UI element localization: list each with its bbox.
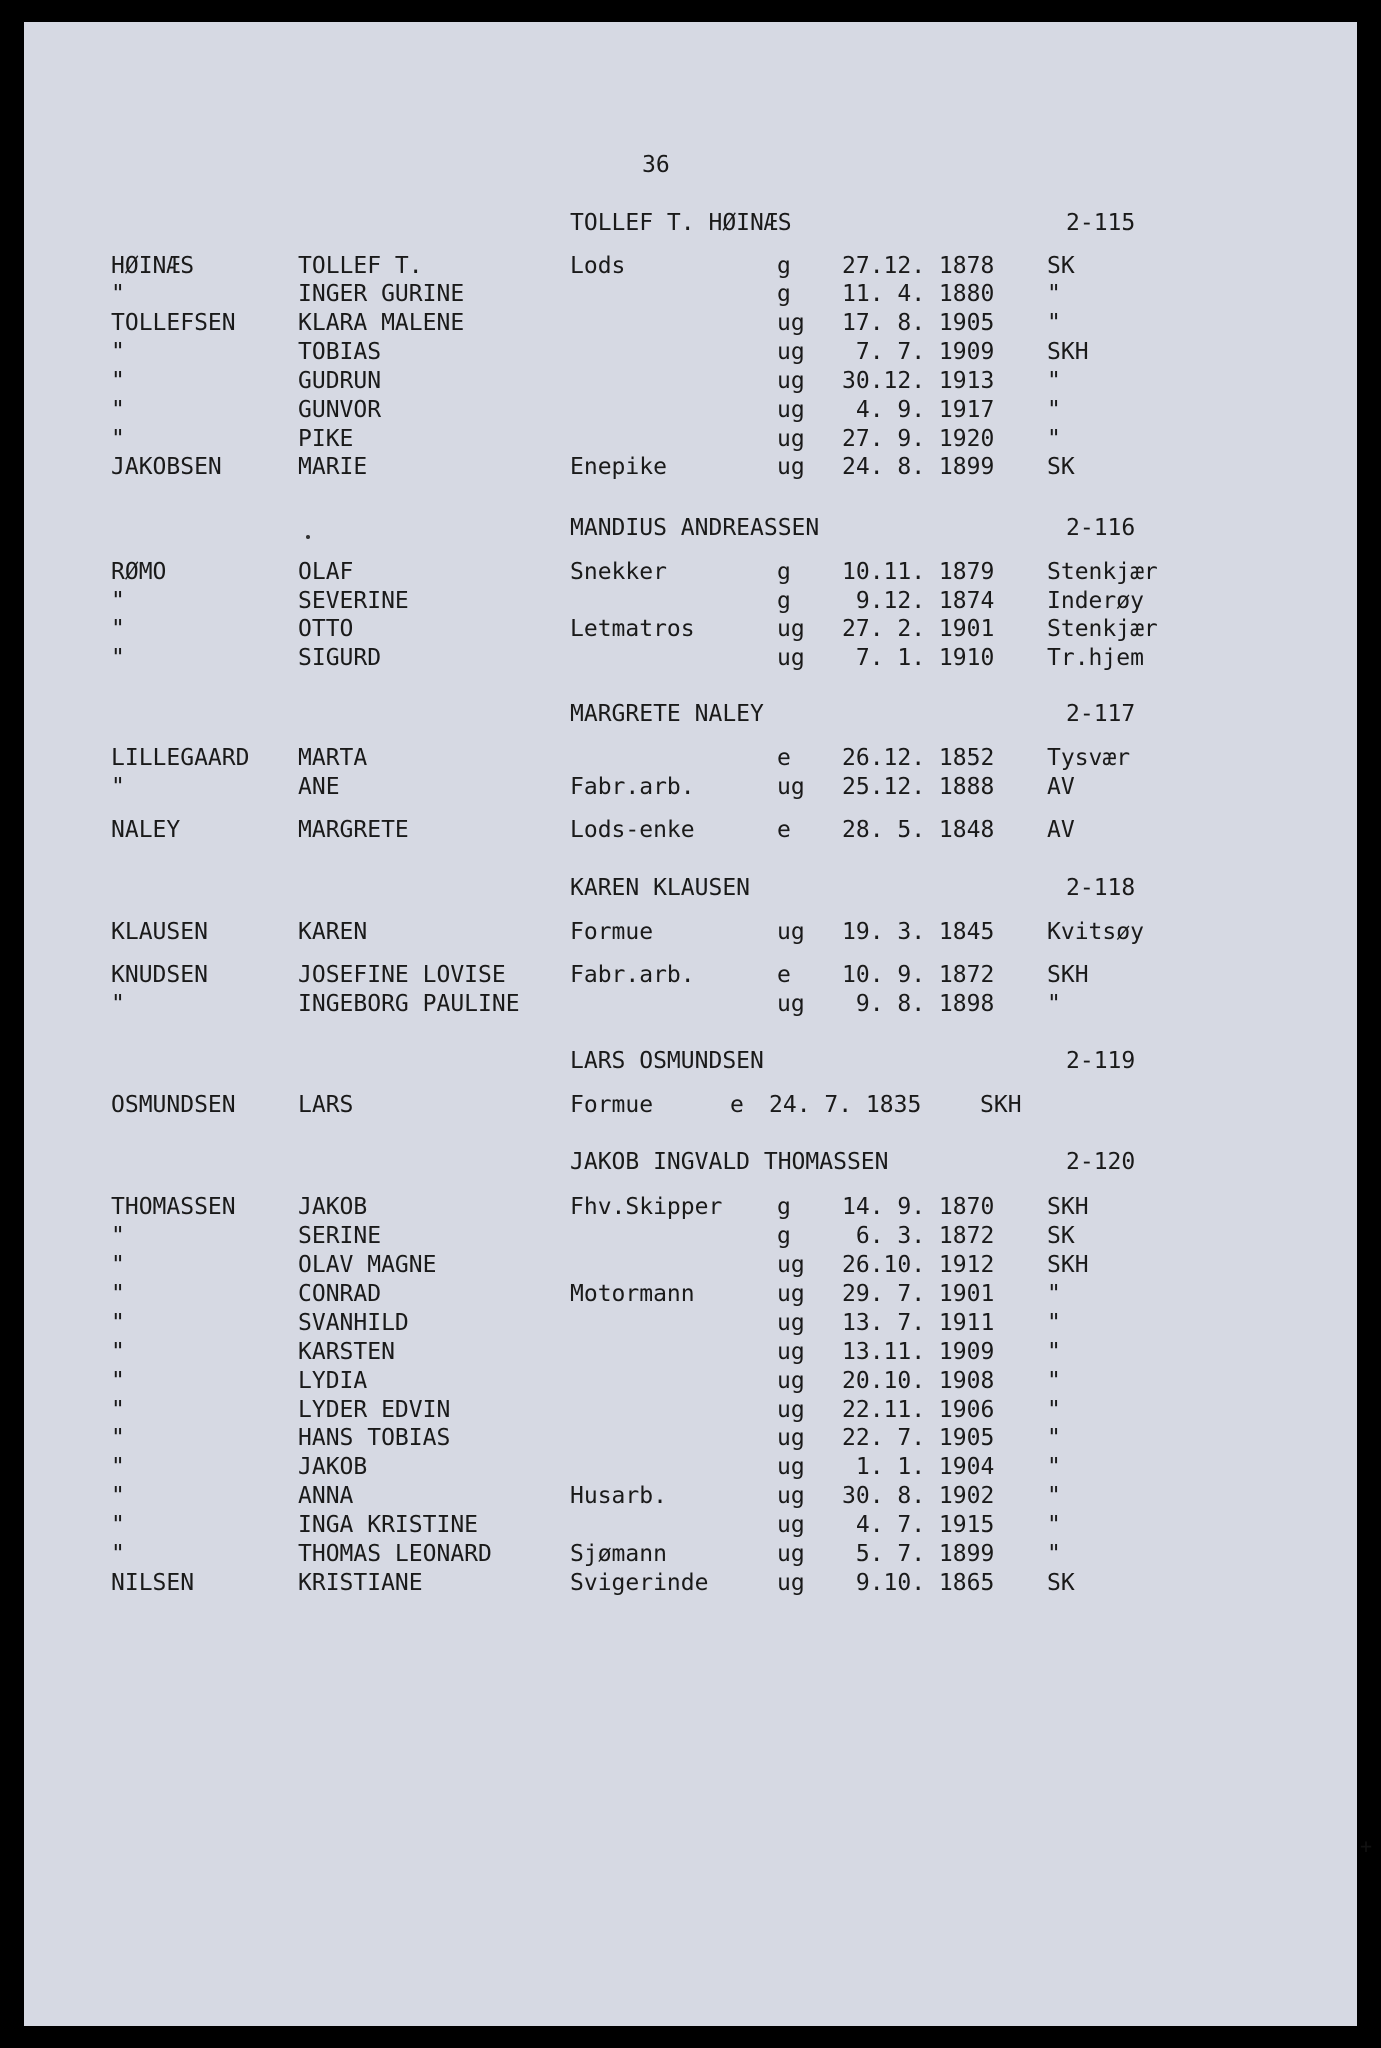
marital-status-cell: ug: [777, 1397, 805, 1423]
table-row: [24, 616, 1357, 644]
marital-status-cell: ug: [777, 919, 805, 945]
birth-date-cell: 30.12. 1913: [842, 368, 995, 394]
marital-status-cell: ug: [777, 991, 805, 1017]
birth-date-cell: 25.12. 1888: [842, 774, 995, 800]
birthplace-cell: ": [1047, 991, 1061, 1017]
given-name-cell: SERINE: [298, 1223, 382, 1249]
birth-date-cell: 30. 8. 1902: [842, 1483, 995, 1509]
occupation-cell: Fhv.Skipper: [570, 1194, 723, 1220]
table-row: [24, 1281, 1357, 1309]
birthplace-cell: SKH: [980, 1092, 1022, 1118]
marital-status-cell: g: [777, 253, 791, 279]
birth-date-cell: 22.11. 1906: [842, 1397, 995, 1423]
birthplace-cell: ": [1047, 1397, 1061, 1423]
given-name-cell: SVANHILD: [298, 1310, 409, 1336]
marital-status-cell: ug: [777, 310, 805, 336]
surname-cell: ": [111, 1425, 125, 1451]
birth-date-cell: 10. 9. 1872: [842, 962, 995, 988]
table-row: [24, 1397, 1357, 1425]
given-name-cell: OLAF: [298, 559, 354, 585]
birth-date-cell: 27. 9. 1920: [842, 426, 995, 452]
birth-date-cell: 9.10. 1865: [842, 1570, 995, 1596]
surname-cell: ": [111, 616, 125, 642]
birth-date-cell: 9.12. 1874: [842, 588, 995, 614]
occupation-cell: Motormann: [570, 1281, 695, 1307]
surname-cell: LILLEGAARD: [111, 745, 250, 771]
birthplace-cell: SK: [1047, 454, 1075, 480]
page-number: 36: [642, 152, 670, 178]
occupation-cell: Fabr.arb.: [570, 962, 695, 988]
birthplace-cell: SKH: [1047, 1194, 1089, 1220]
section-header: [24, 701, 1357, 729]
given-name-cell: LYDIA: [298, 1368, 368, 1394]
surname-cell: ": [111, 1281, 125, 1307]
surname-cell: ": [111, 1368, 125, 1394]
section-title: MARGRETE NALEY: [570, 701, 764, 727]
table-row: [24, 397, 1357, 425]
section-title: MANDIUS ANDREASSEN: [570, 515, 820, 541]
given-name-cell: KAREN: [298, 919, 368, 945]
section-header: [24, 515, 1357, 543]
birthplace-cell: ": [1047, 1483, 1061, 1509]
birthplace-cell: ": [1047, 1512, 1061, 1538]
birthplace-cell: ": [1047, 281, 1061, 307]
birth-date-cell: 27. 2. 1901: [842, 616, 995, 642]
section-code: 2-115: [1066, 210, 1136, 236]
birthplace-cell: ": [1047, 1310, 1061, 1336]
surname-cell: ": [111, 426, 125, 452]
occupation-cell: Snekker: [570, 559, 667, 585]
section-header: [24, 1048, 1357, 1076]
given-name-cell: CONRAD: [298, 1281, 382, 1307]
birthplace-cell: SKH: [1047, 339, 1089, 365]
birthplace-cell: SK: [1047, 1570, 1075, 1596]
birth-date-cell: 5. 7. 1899: [842, 1541, 995, 1567]
surname-cell: TOLLEFSEN: [111, 310, 236, 336]
marital-status-cell: e: [730, 1092, 744, 1118]
table-row: [24, 1339, 1357, 1367]
marital-status-cell: e: [777, 745, 791, 771]
stray-dot: [306, 535, 310, 539]
birthplace-cell: Tysvær: [1047, 745, 1131, 771]
birth-date-cell: 14. 9. 1870: [842, 1194, 995, 1220]
given-name-cell: OTTO: [298, 616, 354, 642]
occupation-cell: Husarb.: [570, 1483, 667, 1509]
marital-status-cell: ug: [777, 1454, 805, 1480]
birthplace-cell: ": [1047, 1541, 1061, 1567]
table-row: [24, 1310, 1357, 1338]
birth-date-cell: 13.11. 1909: [842, 1339, 995, 1365]
table-row: [24, 588, 1357, 616]
birthplace-cell: Tr.hjem: [1047, 645, 1144, 671]
table-row: [24, 745, 1357, 773]
marital-status-cell: e: [777, 962, 791, 988]
surname-cell: ": [111, 1397, 125, 1423]
occupation-cell: Formue: [570, 1092, 654, 1118]
section-title: KAREN KLAUSEN: [570, 875, 751, 901]
edge-mark: +: [1360, 1834, 1373, 1858]
birthplace-cell: Stenkjær: [1047, 616, 1158, 642]
table-row: [24, 426, 1357, 454]
occupation-cell: Enepike: [570, 454, 667, 480]
marital-status-cell: ug: [777, 1368, 805, 1394]
surname-cell: ": [111, 368, 125, 394]
surname-cell: ": [111, 339, 125, 365]
given-name-cell: SEVERINE: [298, 588, 409, 614]
given-name-cell: OLAV MAGNE: [298, 1252, 437, 1278]
table-row: [24, 1252, 1357, 1280]
birth-date-cell: 29. 7. 1901: [842, 1281, 995, 1307]
marital-status-cell: ug: [777, 1252, 805, 1278]
table-row: [24, 1541, 1357, 1569]
birthplace-cell: Inderøy: [1047, 588, 1144, 614]
section-header: [24, 210, 1357, 238]
birth-date-cell: 6. 3. 1872: [842, 1223, 995, 1249]
table-row: [24, 1092, 1357, 1120]
section-title: LARS OSMUNDSEN: [570, 1048, 764, 1074]
given-name-cell: GUDRUN: [298, 368, 382, 394]
table-row: [24, 253, 1357, 281]
given-name-cell: ANNA: [298, 1483, 354, 1509]
table-row: [24, 962, 1357, 990]
section-code: 2-116: [1066, 515, 1136, 541]
surname-cell: NILSEN: [111, 1570, 195, 1596]
birthplace-cell: ": [1047, 1281, 1061, 1307]
occupation-cell: Formue: [570, 919, 654, 945]
marital-status-cell: g: [777, 559, 791, 585]
table-row: [24, 368, 1357, 396]
surname-cell: ": [111, 1541, 125, 1567]
marital-status-cell: ug: [777, 1570, 805, 1596]
surname-cell: ": [111, 1454, 125, 1480]
table-row: [24, 1454, 1357, 1482]
marital-status-cell: ug: [777, 1483, 805, 1509]
birth-date-cell: 27.12. 1878: [842, 253, 995, 279]
given-name-cell: MARTA: [298, 745, 368, 771]
occupation-cell: Lods-enke: [570, 817, 695, 843]
birthplace-cell: SK: [1047, 253, 1075, 279]
birthplace-cell: ": [1047, 310, 1061, 336]
marital-status-cell: ug: [777, 397, 805, 423]
marital-status-cell: ug: [777, 426, 805, 452]
birthplace-cell: Stenkjær: [1047, 559, 1158, 585]
table-row: [24, 1194, 1357, 1222]
surname-cell: ": [111, 281, 125, 307]
birthplace-cell: ": [1047, 368, 1061, 394]
table-row: [24, 645, 1357, 673]
given-name-cell: MARGRETE: [298, 817, 409, 843]
birthplace-cell: ": [1047, 397, 1061, 423]
given-name-cell: ANE: [298, 774, 340, 800]
surname-cell: ": [111, 991, 125, 1017]
given-name-cell: JAKOB: [298, 1454, 368, 1480]
section-code: 2-118: [1066, 875, 1136, 901]
birth-date-cell: 22. 7. 1905: [842, 1425, 995, 1451]
birth-date-cell: 11. 4. 1880: [842, 281, 995, 307]
table-row: [24, 817, 1357, 845]
marital-status-cell: ug: [777, 1541, 805, 1567]
surname-cell: KLAUSEN: [111, 919, 208, 945]
given-name-cell: INGER GURINE: [298, 281, 465, 307]
marital-status-cell: e: [777, 817, 791, 843]
given-name-cell: LARS: [298, 1092, 354, 1118]
birth-date-cell: 13. 7. 1911: [842, 1310, 995, 1336]
marital-status-cell: ug: [777, 645, 805, 671]
document-page: [24, 22, 1373, 2026]
birthplace-cell: AV: [1047, 774, 1075, 800]
table-row: [24, 454, 1357, 482]
surname-cell: ": [111, 1223, 125, 1249]
table-row: [24, 774, 1357, 802]
table-row: [24, 559, 1357, 587]
table-row: [24, 310, 1357, 338]
given-name-cell: INGA KRISTINE: [298, 1512, 479, 1538]
marital-status-cell: ug: [777, 368, 805, 394]
birthplace-cell: ": [1047, 1454, 1061, 1480]
surname-cell: ": [111, 588, 125, 614]
marital-status-cell: ug: [777, 616, 805, 642]
section-title: JAKOB INGVALD THOMASSEN: [570, 1149, 889, 1175]
birth-date-cell: 20.10. 1908: [842, 1368, 995, 1394]
table-row: [24, 991, 1357, 1019]
surname-cell: KNUDSEN: [111, 962, 208, 988]
marital-status-cell: ug: [777, 1339, 805, 1365]
birth-date-cell: 4. 9. 1917: [842, 397, 995, 423]
birth-date-cell: 4. 7. 1915: [842, 1512, 995, 1538]
marital-status-cell: ug: [777, 1310, 805, 1336]
birthplace-cell: ": [1047, 426, 1061, 452]
marital-status-cell: ug: [777, 1512, 805, 1538]
section-title: TOLLEF T. HØINÆS: [570, 210, 792, 236]
surname-cell: OSMUNDSEN: [111, 1092, 236, 1118]
section-header: [24, 1149, 1357, 1177]
birth-date-cell: 10.11. 1879: [842, 559, 995, 585]
given-name-cell: TOLLEF T.: [298, 253, 423, 279]
birth-date-cell: 17. 8. 1905: [842, 310, 995, 336]
birthplace-cell: ": [1047, 1425, 1061, 1451]
section-header: [24, 875, 1357, 903]
surname-cell: JAKOBSEN: [111, 454, 222, 480]
section-code: 2-117: [1066, 701, 1136, 727]
surname-cell: NALEY: [111, 817, 181, 843]
given-name-cell: SIGURD: [298, 645, 382, 671]
table-row: [24, 281, 1357, 309]
marital-status-cell: ug: [777, 1425, 805, 1451]
birthplace-cell: SKH: [1047, 962, 1089, 988]
section-code: 2-119: [1066, 1048, 1136, 1074]
marital-status-cell: ug: [777, 339, 805, 365]
surname-cell: ": [111, 397, 125, 423]
occupation-cell: Fabr.arb.: [570, 774, 695, 800]
given-name-cell: KRISTIANE: [298, 1570, 423, 1596]
surname-cell: ": [111, 1339, 125, 1365]
given-name-cell: GUNVOR: [298, 397, 382, 423]
given-name-cell: TOBIAS: [298, 339, 382, 365]
given-name-cell: MARIE: [298, 454, 368, 480]
marital-status-cell: g: [777, 1194, 791, 1220]
given-name-cell: KLARA MALENE: [298, 310, 465, 336]
given-name-cell: JOSEFINE LOVISE: [298, 962, 506, 988]
birthplace-cell: Kvitsøy: [1047, 919, 1144, 945]
given-name-cell: PIKE: [298, 426, 354, 452]
given-name-cell: LYDER EDVIN: [298, 1397, 451, 1423]
table-row: [24, 339, 1357, 367]
given-name-cell: INGEBORG PAULINE: [298, 991, 520, 1017]
birthplace-cell: AV: [1047, 817, 1075, 843]
marital-status-cell: ug: [777, 1281, 805, 1307]
given-name-cell: HANS TOBIAS: [298, 1425, 451, 1451]
table-row: [24, 1512, 1357, 1540]
table-row: [24, 1223, 1357, 1251]
occupation-cell: Svigerinde: [570, 1570, 709, 1596]
birthplace-cell: ": [1047, 1368, 1061, 1394]
surname-cell: RØMO: [111, 559, 167, 585]
marital-status-cell: g: [777, 1223, 791, 1249]
surname-cell: ": [111, 1483, 125, 1509]
marital-status-cell: ug: [777, 774, 805, 800]
birth-date-cell: 7. 7. 1909: [842, 339, 995, 365]
table-row: [24, 1483, 1357, 1511]
birthplace-cell: ": [1047, 1339, 1061, 1365]
table-row: [24, 1570, 1357, 1598]
surname-cell: THOMASSEN: [111, 1194, 236, 1220]
surname-cell: ": [111, 774, 125, 800]
table-row: [24, 1425, 1357, 1453]
surname-cell: ": [111, 1310, 125, 1336]
marital-status-cell: g: [777, 588, 791, 614]
surname-cell: ": [111, 1512, 125, 1538]
birth-date-cell: 19. 3. 1845: [842, 919, 995, 945]
birthplace-cell: SK: [1047, 1223, 1075, 1249]
birth-date-cell: 28. 5. 1848: [842, 817, 995, 843]
birth-date-cell: 26.12. 1852: [842, 745, 995, 771]
birth-date-cell: 1. 1. 1904: [842, 1454, 995, 1480]
marital-status-cell: g: [777, 281, 791, 307]
birth-date-cell: 24. 8. 1899: [842, 454, 995, 480]
occupation-cell: Letmatros: [570, 616, 695, 642]
marital-status-cell: ug: [777, 454, 805, 480]
surname-cell: HØINÆS: [111, 253, 195, 279]
birth-date-cell: 7. 1. 1910: [842, 645, 995, 671]
section-code: 2-120: [1066, 1149, 1136, 1175]
occupation-cell: Sjømann: [570, 1541, 667, 1567]
birth-date-cell: 26.10. 1912: [842, 1252, 995, 1278]
given-name-cell: THOMAS LEONARD: [298, 1541, 492, 1567]
table-row: [24, 919, 1357, 947]
given-name-cell: KARSTEN: [298, 1339, 395, 1365]
table-row: [24, 1368, 1357, 1396]
birth-date-cell: 24. 7. 1835: [769, 1092, 922, 1118]
surname-cell: ": [111, 1252, 125, 1278]
occupation-cell: Lods: [570, 253, 626, 279]
birth-date-cell: 9. 8. 1898: [842, 991, 995, 1017]
birthplace-cell: SKH: [1047, 1252, 1089, 1278]
surname-cell: ": [111, 645, 125, 671]
given-name-cell: JAKOB: [298, 1194, 368, 1220]
